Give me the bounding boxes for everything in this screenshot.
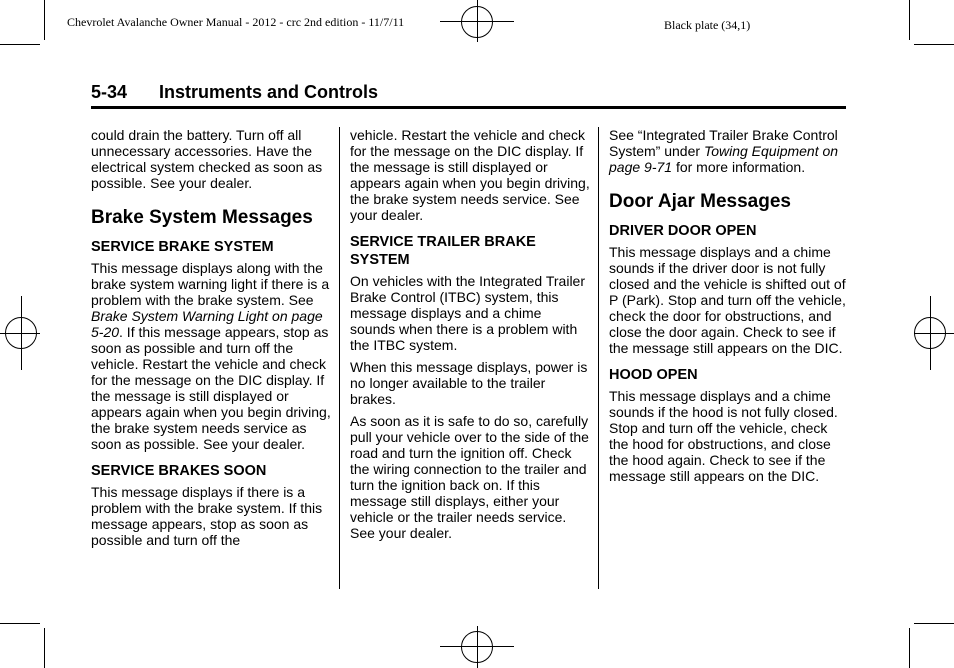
- paragraph: As soon as it is safe to do so, carefully pull your vehicle over to the side of the road and turn the ignition off. Check the wiring connection to the trailer and turn the ignition back on. If this message still displays, either your vehicle or the trailer needs service. See your dealer.: [350, 413, 589, 541]
- paragraph: vehicle. Restart the vehicle and check for the message on the DIC display. If the message is still displayed or appears again when you begin driving, the brake system needs service. See your dealer.: [350, 127, 590, 223]
- section-heading: Door Ajar Messages: [609, 191, 791, 212]
- text: for more information.: [672, 159, 806, 175]
- column-divider: [339, 127, 340, 589]
- crop-mark: [44, 0, 45, 40]
- column-3: [609, 127, 849, 490]
- section-heading: Brake System Messages: [91, 207, 313, 228]
- paragraph: On vehicles with the Integrated Trailer Brake Control (ITBC) system, this message displays and a chime sounds when there is a problem with the ITBC system.: [350, 273, 586, 353]
- cross-reference: Towing Equipment on page 9-71: [609, 143, 839, 175]
- crop-mark: [914, 44, 954, 45]
- paragraph: [91, 260, 331, 452]
- text: See “Integrated Trailer Brake Control System” under: [609, 127, 838, 159]
- subheading: SERVICE BRAKES SOON: [91, 463, 267, 479]
- page-number: 5-34: [91, 82, 128, 102]
- paragraph: When this message displays, power is no longer available to the trailer brakes.: [350, 359, 588, 407]
- column-1: [91, 127, 331, 554]
- text: . If this message appears, stop as soon as possible and turn off the vehicle. Restart the vehicle and check for the message on the DIC display. If the message is still displayed or appears again when you begin driving, the brake system needs service as soon as possible. See your dealer.: [91, 324, 331, 452]
- plate-label: Black plate (34,1): [664, 18, 751, 32]
- crop-mark: [909, 0, 910, 40]
- subheading: SERVICE BRAKE SYSTEM: [91, 239, 274, 255]
- subheading: HOOD OPEN: [609, 367, 698, 383]
- subheading: SERVICE TRAILER BRAKE SYSTEM: [350, 234, 536, 268]
- paragraph: This message displays if there is a problem with the brake system. If this message appears, stop as soon as possible and turn off the: [91, 484, 323, 548]
- crop-mark: [0, 44, 40, 45]
- crop-mark: [914, 623, 954, 624]
- text: This message displays along with the brake system warning light if there is a problem with the brake system. See: [91, 260, 330, 308]
- column-divider: [598, 127, 599, 589]
- crop-mark: [0, 623, 40, 624]
- print-slug: Chevrolet Avalanche Owner Manual - 2012 - crc 2nd edition - 11/7/11: [67, 15, 405, 29]
- page-header: [91, 80, 846, 109]
- paragraph: This message displays and a chime sounds if the hood is not fully closed. Stop and turn off the vehicle, check the hood for obstructions, and close the hood again. Check to see if the message still appears on the DIC.: [609, 388, 838, 484]
- column-2: [350, 127, 590, 547]
- paragraph: [609, 127, 849, 175]
- crop-mark: [44, 628, 45, 668]
- subheading: DRIVER DOOR OPEN: [609, 223, 757, 239]
- paragraph: could drain the battery. Turn off all unnecessary accessories. Have the electrical system checked as soon as possible. See your dealer.: [91, 127, 323, 191]
- paragraph: This message displays and a chime sounds if the driver door is not fully closed and the vehicle is shifted out of P (Park). Stop and turn off the vehicle, check the door for obstructions, and close the door again. Check to see if the message still appears on the DIC.: [609, 244, 846, 356]
- section-title: Instruments and Controls: [159, 82, 379, 102]
- cross-reference: Brake System Warning Light on page 5-20: [91, 308, 323, 340]
- crop-mark: [909, 628, 910, 668]
